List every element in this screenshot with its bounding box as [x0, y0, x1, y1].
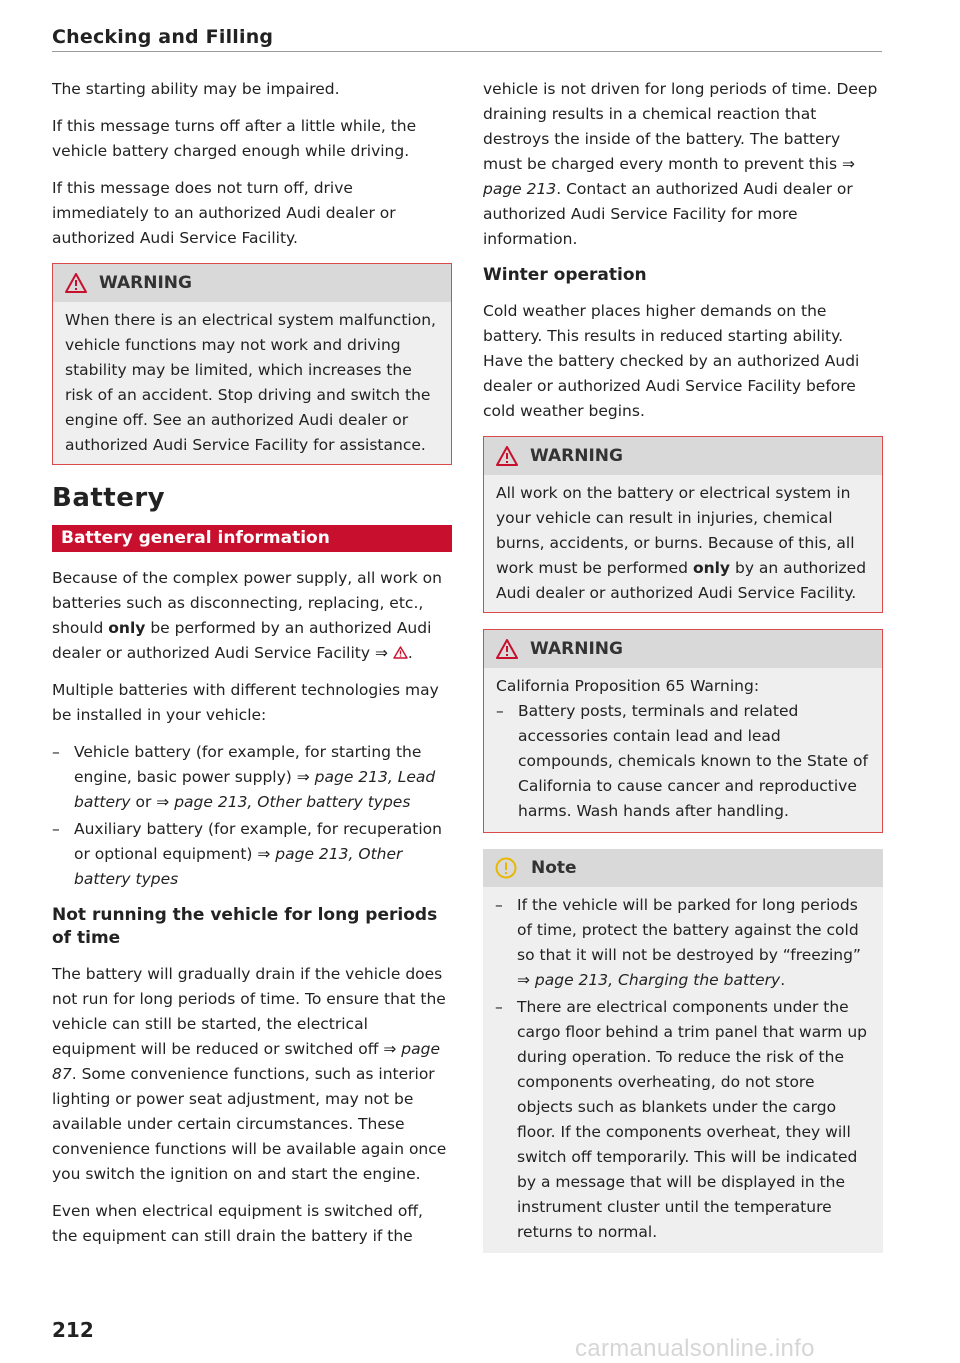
list-item: – Battery posts, terminals and related accessories contain lead and lead compounds, chemicals known to the State of California to cause cancer and reproductive harms. Wash hands after handling. [496, 699, 870, 824]
list-item: – There are electrical components under the cargo floor behind a trim panel that warm up during operation. To reduce the risk of the components overheating, do not store objects such as blankets under the cargo floor. If the components overheat, they will switch off temporarily. This will be indicated by a message that will be displayed in the instrument cluster until the temperature returns to normal. [495, 995, 871, 1245]
warning-text: When there is an electrical system malfunction, vehicle functions may not work and driving stability may be limited, which increases the risk of an accident. Stop driving and switch the engine off. See an authorized Audi dealer or authorized Audi Service Facility for assistance. [65, 311, 436, 454]
note-box [483, 849, 883, 1253]
page-header-title: Checking and Filling [52, 26, 274, 48]
paragraph: If this message does not turn off, drive immediately to an authorized Audi dealer or authorized Audi Service Facility. [52, 179, 396, 247]
warning-triangle-icon [496, 639, 518, 659]
note-list [495, 893, 871, 1245]
section-title: Battery [52, 483, 166, 513]
warning-title: WARNING [530, 638, 623, 659]
page-link[interactable]: page 87 [52, 1040, 440, 1083]
warning-header [53, 264, 451, 302]
paragraph: vehicle is not driven for long periods of time. Deep draining results in a chemical reaction that destroys the inside of the battery. The battery must be charged every month to prevent this ⇒ page 213. Contact an authorized Audi dealer or authorized Audi Service Facility for more information. [483, 80, 878, 248]
warning-triangle-icon [496, 446, 518, 466]
warning-box [52, 263, 452, 465]
header-divider [52, 51, 882, 52]
page-link[interactable]: page 213, Charging the battery [534, 971, 781, 989]
warning-header [484, 437, 882, 475]
page-link[interactable]: page 213, Other battery types [174, 793, 411, 811]
list-item: – Auxiliary battery (for example, for recuperation or optional equipment) ⇒ page 213, Other battery types [52, 817, 452, 892]
page-link[interactable]: page 213, Other battery types [74, 845, 403, 888]
page-link[interactable]: page 213 [483, 180, 557, 198]
note-info-icon [495, 857, 517, 879]
paragraph: If this message turns off after a little while, the vehicle battery charged enough while driving. [52, 117, 417, 160]
note-title: Note [531, 857, 577, 878]
warning-body: All work on the battery or electrical system in your vehicle can result in injuries, chemical burns, accidents, or burns. Because of this, all work must be performed only by an authorized Audi dealer or authorized Audi Service Facility. [484, 475, 882, 612]
watermark-text: carmanualsonline.info [575, 1335, 815, 1362]
warning-triangle-icon[interactable] [393, 646, 408, 659]
subsection-title: Battery general information [52, 525, 452, 552]
left-column [52, 77, 452, 1261]
list-item: – If the vehicle will be parked for long periods of time, protect the battery against the cold so that it will not be destroyed by “freezing” ⇒ page 213, Charging the battery. [495, 893, 871, 993]
paragraph: Multiple batteries with different technologies may be installed in your vehicle: [52, 681, 439, 724]
paragraph: The battery will gradually drain if the vehicle does not run for long periods of time. To ensure that the vehicle can still be started, the electrical equipment will be reduced or switched off ⇒ page 87. Some convenience functions, such as interior lighting or power seat adjustment, may not be available under certain circumstances. These convenience functions will be available again once you switch the ignition on and start the engine. [52, 965, 447, 1183]
paragraph: Cold weather places higher demands on the battery. This results in reduced starting ability. Have the battery checked by an authorized Audi dealer or authorized Audi Service Facility before cold weather begins. [483, 302, 860, 420]
note-header [483, 849, 883, 887]
paragraph: The starting ability may be impaired. [52, 80, 340, 98]
subheading: Winter operation [483, 265, 647, 285]
warning-list [496, 699, 870, 824]
page-link[interactable]: page 213, Lead battery [74, 768, 436, 811]
warning-box [483, 436, 883, 613]
warning-intro: California Proposition 65 Warning: [496, 677, 760, 695]
warning-title: WARNING [530, 445, 623, 466]
battery-types-list [52, 740, 452, 892]
list-item: – Vehicle battery (for example, for starting the engine, basic power supply) ⇒ page 213, Lead battery or ⇒ page 213, Other battery types [52, 740, 452, 815]
warning-body [53, 302, 451, 464]
note-body [483, 887, 883, 1253]
warning-title: WARNING [99, 272, 192, 293]
right-column [483, 77, 883, 1253]
warning-header [484, 630, 882, 668]
subheading: Not running the vehicle for long periods of time [52, 905, 438, 948]
paragraph: Because of the complex power supply, all work on batteries such as disconnecting, replacing, etc., should only be performed by an authorized Audi dealer or authorized Audi Service Facility ⇒ . [52, 569, 442, 662]
warning-box [483, 629, 883, 833]
paragraph: Even when electrical equipment is switched off, the equipment can still drain the battery if the [52, 1202, 423, 1245]
warning-body [484, 668, 882, 832]
page-number: 212 [52, 1318, 94, 1342]
warning-triangle-icon [65, 273, 87, 293]
